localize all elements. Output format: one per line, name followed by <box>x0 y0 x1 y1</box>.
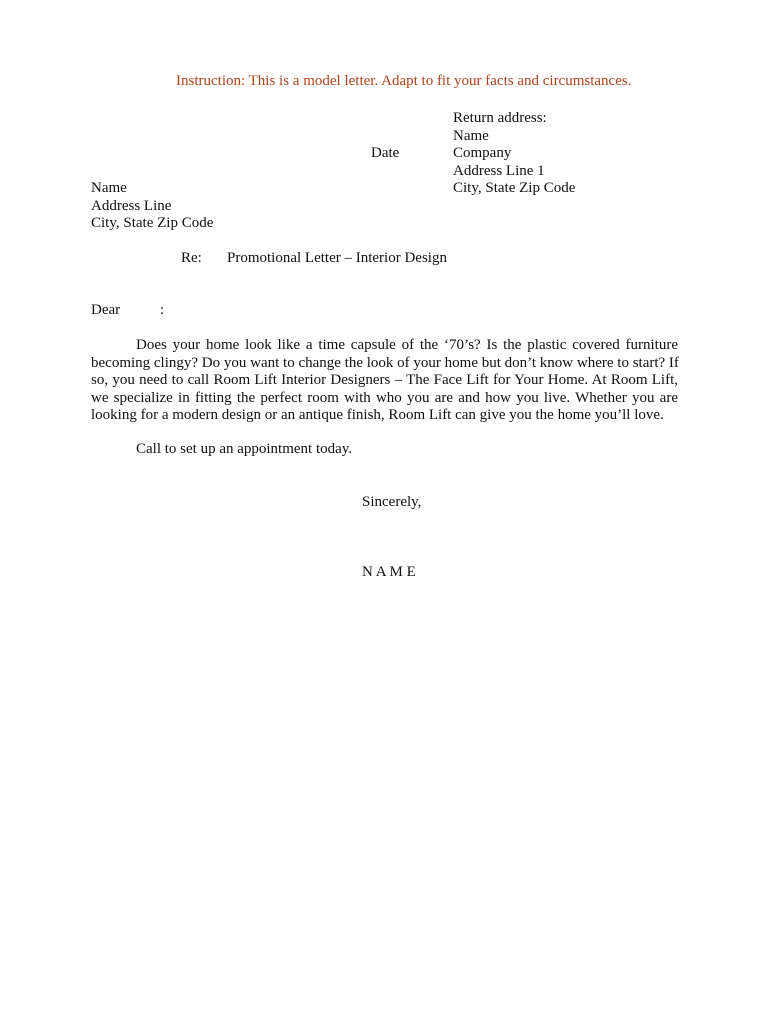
recipient-city: City, State Zip Code <box>91 215 214 231</box>
closing: Sincerely, <box>362 494 422 510</box>
return-address-company: Company <box>453 145 512 161</box>
recipient-address: Address Line <box>91 198 172 214</box>
instruction-note: Instruction: This is a model letter. Adapt to fit your facts and circumstances. <box>176 73 632 89</box>
body-line: so, you need to call Room Lift Interior Designers – The Face Lift for Your Home. At Room Lift, <box>91 372 678 388</box>
recipient-name: Name <box>91 180 127 196</box>
body-line: Does your home look like a time capsule of the ‘70’s? Is the plastic covered furniture <box>136 337 678 353</box>
body-line: becoming clingy? Do you want to change the look of your home but don’t know where to start? If <box>91 354 679 371</box>
salutation: Dear <box>91 302 121 318</box>
re-subject: Promotional Letter – Interior Design <box>227 250 447 266</box>
body-line: looking for a modern design or an antique finish, Room Lift can give you the home you’ll love. <box>91 407 664 423</box>
return-address-city: City, State Zip Code <box>453 180 576 196</box>
return-address-label: Return address: <box>453 110 547 126</box>
salutation-colon: : <box>160 302 165 318</box>
return-address-line: Address Line 1 <box>453 163 545 179</box>
re-label: Re: <box>181 250 202 266</box>
body-line: we specialize in fitting the perfect room with who you are and how you live. Whether you are <box>91 389 678 406</box>
call-to-action: Call to set up an appointment today. <box>136 441 353 457</box>
body-paragraph <box>91 337 678 425</box>
date: Date <box>371 145 400 161</box>
return-address-name: Name <box>453 128 489 144</box>
signature-name: N A M E <box>362 564 416 580</box>
